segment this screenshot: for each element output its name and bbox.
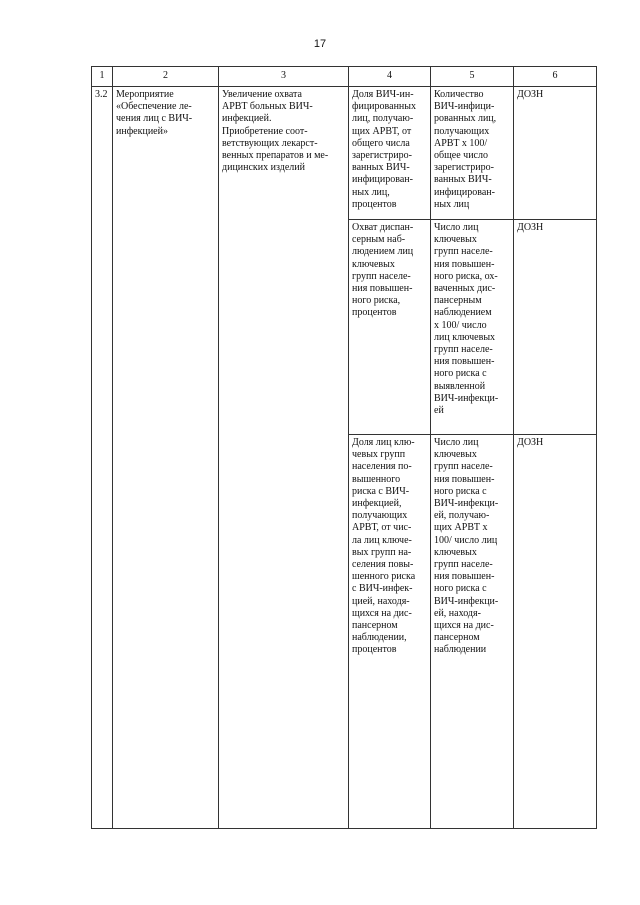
event-description-cell: Увеличение охвата АРВТ больных ВИЧ- инфекцией. Приобретение соот- ветствующих лекарст- венных препаратов и ме- дицинских изделий	[219, 87, 349, 829]
indicator-name-cell: Доля лиц клю- чевых групп населения по- вышенного риска с ВИЧ- инфекцией, получающих АРВТ, от чис- ла лиц ключе- вых групп на- селения повы- шенного риска с ВИЧ-инфек- цией, находя- щихся на дис- пансерном наблюдении, процентов	[349, 435, 431, 829]
header-row	[92, 67, 597, 87]
page-number: 17	[313, 38, 327, 50]
indicator-formula-cell: Число лиц ключевых групп населе- ния повышен- ного риска, ох- ваченных дис- пансерным наблюдением x 100/ число лиц ключевых групп населе- ния повышен- ного риска с выявленной ВИЧ-инфекци- ей	[431, 220, 514, 435]
column-header-1: 1	[92, 67, 113, 87]
indicator-formula-cell: Количество ВИЧ-инфици- рованных лиц, получающих АРВТ x 100/ общее число зарегистриро- ванных ВИЧ- инфицирован- ных лиц	[431, 87, 514, 220]
measures-table	[91, 66, 597, 829]
column-header-4: 4	[349, 67, 431, 87]
indicator-source-cell: ДОЗН	[514, 220, 597, 435]
indicator-source-cell: ДОЗН	[514, 87, 597, 220]
column-header-5: 5	[431, 67, 514, 87]
row-number-cell: 3.2	[92, 87, 113, 829]
indicator-source-cell: ДОЗН	[514, 435, 597, 829]
indicator-name-cell: Доля ВИЧ-ин- фицированных лиц, получаю- щих АРВТ, от общего числа зарегистриро- ванных ВИЧ- инфицирован- ных лиц, процентов	[349, 87, 431, 220]
indicator-formula-cell: Число лиц ключевых групп населе- ния повышен- ного риска с ВИЧ-инфекци- ей, получаю- щих АРВТ x 100/ число лиц ключевых групп населе- ния повышен- ного риска с ВИЧ-инфекци- ей, находя- щихся на дис- пансерном наблюдении	[431, 435, 514, 829]
column-header-3: 3	[219, 67, 349, 87]
table-row	[92, 87, 597, 220]
column-header-6: 6	[514, 67, 597, 87]
indicator-name-cell: Охват диспан- серным наб- людением лиц ключевых групп населе- ния повышен- ного риска, процентов	[349, 220, 431, 435]
event-name-cell: Мероприятие «Обеспечение ле- чения лиц с ВИЧ- инфекцией»	[113, 87, 219, 829]
column-header-2: 2	[113, 67, 219, 87]
